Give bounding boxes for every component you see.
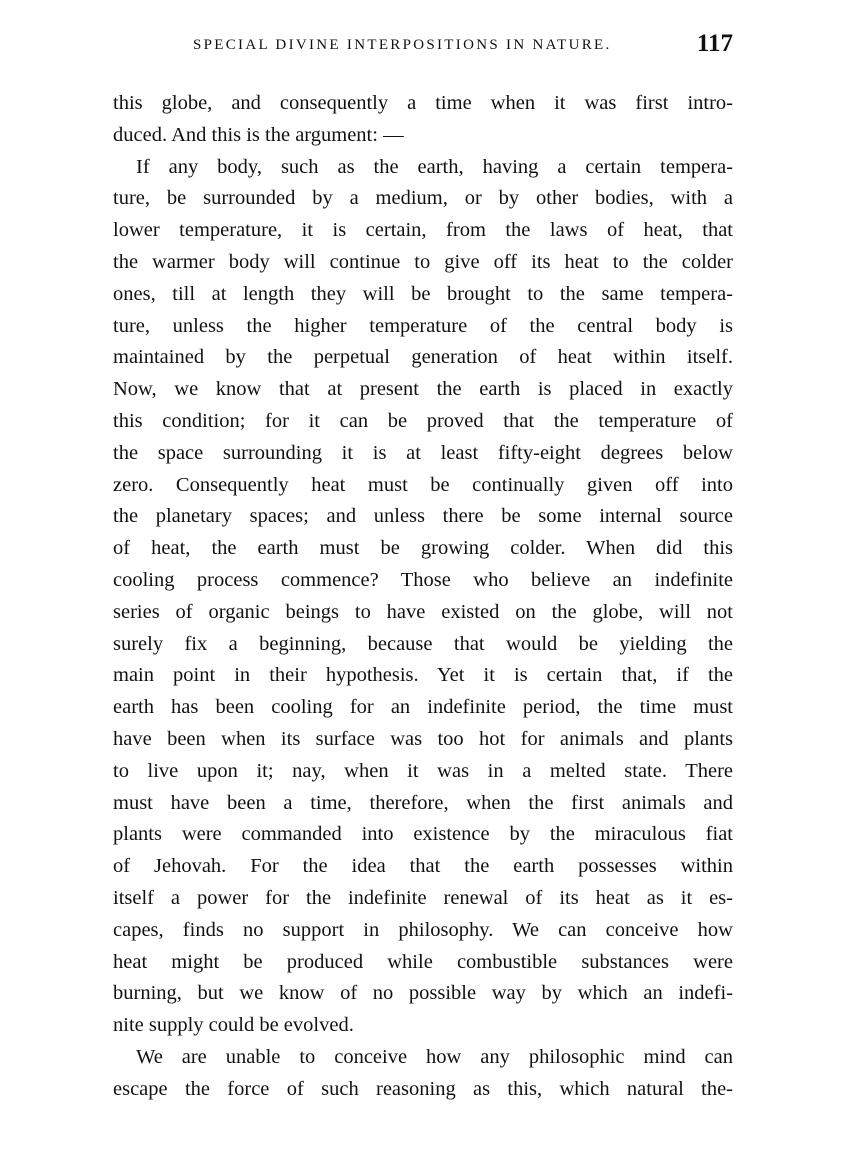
text-line: capes, finds no support in philosophy. We can conceive how (113, 918, 733, 941)
text-line: escape the force of such reasoning as this, which natural the- (113, 1077, 733, 1100)
text-line: of heat, the earth must be growing colder. When did this (113, 537, 733, 560)
text-line: cooling process commence? Those who believe an indefinite (113, 568, 733, 591)
running-title: SPECIAL DIVINE INTERPOSITIONS IN NATURE. (193, 37, 612, 53)
text-line: the warmer body will continue to give off its heat to the colder (113, 250, 733, 273)
text-line: zero. Consequently heat must be continually given off into (113, 473, 733, 496)
text-line: maintained by the perpetual generation of heat within itself. (113, 346, 733, 369)
page-number: 117 (696, 30, 733, 57)
body-text (113, 88, 733, 1106)
text-line: this condition; for it can be proved that the temperature of (113, 409, 733, 432)
text-line: nite supply could be evolved. (113, 1014, 354, 1037)
text-line: must have been a time, therefore, when the first animals and (113, 791, 733, 814)
text-line: earth has been cooling for an indefinite period, the time must (113, 696, 733, 719)
text-line: plants were commanded into existence by the miraculous fiat (113, 823, 733, 846)
text-line: to live upon it; nay, when it was in a melted state. There (113, 759, 733, 782)
text-line: Now, we know that at present the earth is placed in exactly (113, 378, 733, 401)
text-line: heat might be produced while combustible substances were (113, 950, 733, 973)
text-line: If any body, such as the earth, having a certain tempera- (136, 155, 733, 178)
text-line: burning, but we know of no possible way by which an indefi- (113, 982, 733, 1005)
text-line: ture, unless the higher temperature of the central body is (113, 314, 733, 337)
text-line: We are unable to conceive how any philosophic mind can (136, 1045, 733, 1068)
text-line: itself a power for the indefinite renewal of its heat as it es- (113, 886, 733, 909)
text-line: ture, be surrounded by a medium, or by other bodies, with a (113, 187, 733, 210)
text-line: main point in their hypothesis. Yet it is certain that, if the (113, 664, 733, 687)
text-line: series of organic beings to have existed on the globe, will not (113, 600, 733, 623)
text-line: ones, till at length they will be brought to the same tempera- (113, 282, 733, 305)
text-line: the planetary spaces; and unless there be some internal source (113, 505, 733, 528)
text-line: the space surrounding it is at least fifty-eight degrees below (113, 441, 733, 464)
text-line: have been when its surface was too hot for animals and plants (113, 727, 733, 750)
text-line: surely fix a beginning, because that would be yielding the (113, 632, 733, 655)
text-line: duced. And this is the argument: — (113, 123, 404, 146)
text-line: lower temperature, it is certain, from the laws of heat, that (113, 219, 733, 242)
running-head (113, 30, 733, 66)
text-line: of Jehovah. For the idea that the earth possesses within (113, 855, 733, 878)
text-line: this globe, and consequently a time when it was first intro- (113, 92, 733, 114)
